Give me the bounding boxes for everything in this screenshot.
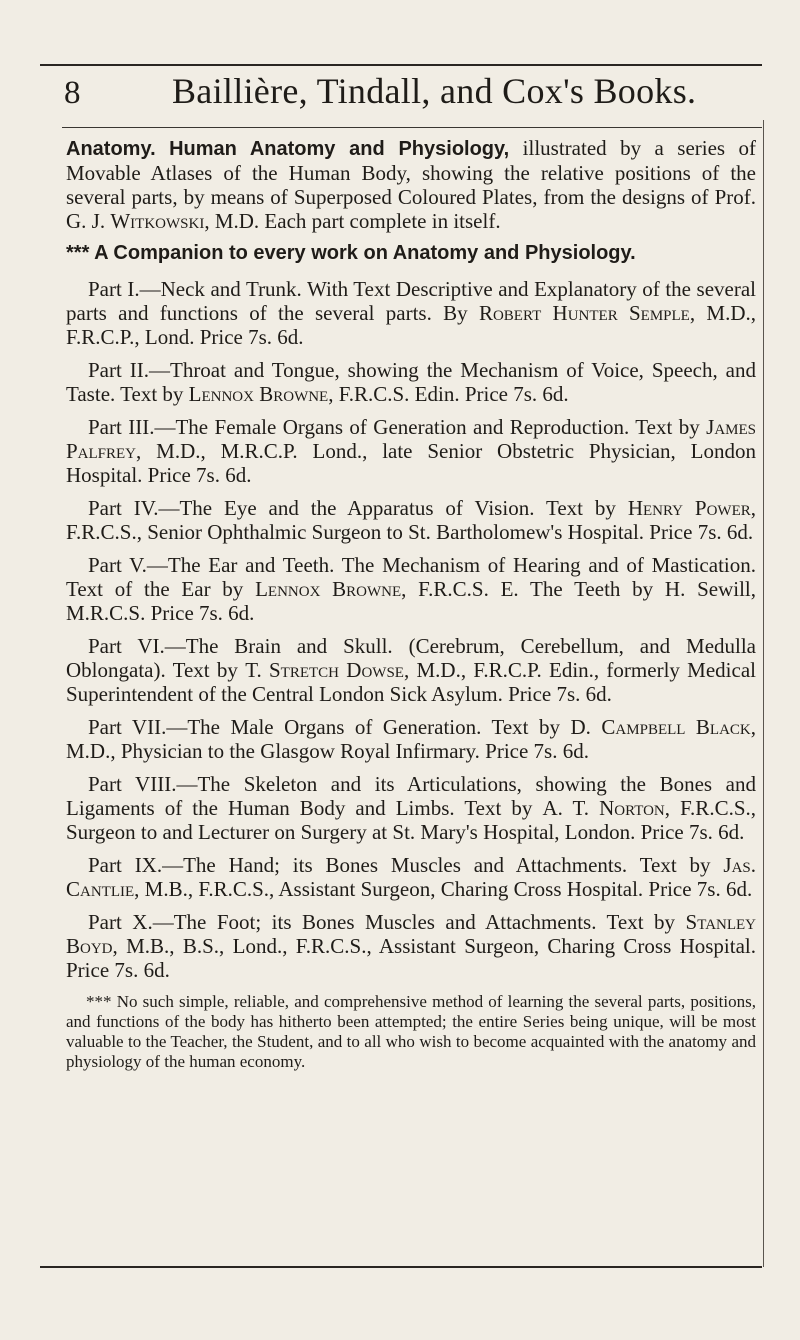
part-entry bbox=[66, 634, 756, 706]
part-description: Part X.—The Foot; its Bones Muscles and Attachments. Text by bbox=[88, 910, 676, 934]
part-description: Part II.—Throat and Tongue, showing the Mechanism of Voice, Speech, and Taste. Text by bbox=[66, 358, 756, 406]
part-details: , M.D., F.R.C.P. Edin., formerly Medical Superintendent of the Central London Sick Asylum. Price 7s. 6d. bbox=[66, 658, 756, 706]
part-details: , F.R.C.S. Edin. Price 7s. 6d. bbox=[328, 382, 569, 406]
intro-text-end: , M.D. Each part complete in itself. bbox=[204, 209, 501, 233]
part-details: , M.D., M.R.C.P. Lond., late Senior Obstetric Physician, London Hospital. Price 7s. 6d. bbox=[66, 439, 756, 487]
part-description: Part I.—Neck and Trunk. With Text Descriptive and Explanatory of the several parts and functions of the several parts. By bbox=[66, 277, 756, 325]
part-details: , F.R.C.S. E. The Teeth by H. Sewill, M.R.C.S. Price 7s. 6d. bbox=[66, 577, 756, 625]
part-author: Jas. Cantlie bbox=[66, 853, 757, 901]
right-frame-line bbox=[763, 120, 764, 1267]
part-entry bbox=[66, 772, 756, 844]
part-entry bbox=[66, 496, 756, 544]
part-author: D. Campbell Black bbox=[570, 715, 751, 739]
page-header bbox=[62, 70, 762, 126]
part-details: , M.D., Physician to the Glasgow Royal Infirmary. Price 7s. 6d. bbox=[66, 715, 757, 763]
part-author: Stanley Boyd bbox=[66, 910, 757, 958]
footnote: *** No such simple, reliable, and comprehensive method of learning the several parts, positions, and functions of the body has hitherto been attempted; the entire Series being unique, will be most valuable to the Teacher, the Student, and to all who wish to become acquainted with the anatomy and physiology of the human economy. bbox=[66, 992, 756, 1071]
part-entry bbox=[66, 910, 756, 982]
bottom-rule bbox=[40, 1266, 762, 1268]
part-author: Robert Hunter Semple bbox=[478, 301, 690, 325]
part-details: , F.R.C.S., Senior Ophthalmic Surgeon to St. Bartholomew's Hospital. Price 7s. 6d. bbox=[66, 496, 756, 544]
part-details: , M.B., F.R.C.S., Assistant Surgeon, Charing Cross Hospital. Price 7s. 6d. bbox=[134, 877, 753, 901]
part-description: Part VII.—The Male Organs of Generation. Text by bbox=[88, 715, 561, 739]
companion-heading: *** A Companion to every work on Anatomy and Physiology. bbox=[66, 242, 636, 264]
part-author: James Palfrey bbox=[66, 415, 756, 463]
part-description: Part IV.—The Eye and the Apparatus of Vision. Text by bbox=[88, 496, 616, 520]
part-author: Henry Power bbox=[627, 496, 751, 520]
part-author: Lennox Browne bbox=[255, 577, 402, 601]
top-rule bbox=[40, 64, 762, 66]
part-author: A. T. Norton bbox=[542, 796, 665, 820]
part-details: , F.R.C.S., Surgeon to and Lecturer on Surgery at St. Mary's Hospital, London. Price 7s. 6d. bbox=[66, 796, 757, 844]
part-entry bbox=[66, 415, 756, 487]
parts-list bbox=[66, 277, 756, 982]
intro-text: illustrated by a series of Movable Atlases of the Human Body, showing the relative positions of the several parts, by means of Superposed Coloured Plates, from the designs of Prof. G. J. bbox=[66, 136, 757, 233]
part-details: , M.D., F.R.C.P., Lond. Price 7s. 6d. bbox=[66, 301, 757, 349]
part-author: T. Stretch Dowse bbox=[245, 658, 404, 682]
part-entry bbox=[66, 853, 756, 901]
part-entry bbox=[66, 715, 756, 763]
category-label: Anatomy. bbox=[66, 138, 156, 160]
part-description: Part V.—The Ear and Teeth. The Mechanism of Hearing and of Mastication. Text of the Ear by bbox=[66, 553, 756, 601]
designer-name: Witkowski bbox=[110, 209, 205, 233]
part-details: , M.B., B.S., Lond., F.R.C.S., Assistant Surgeon, Charing Cross Hospital. Price 7s. 6d. bbox=[66, 934, 756, 982]
intro-paragraph bbox=[66, 136, 756, 233]
part-entry bbox=[66, 358, 756, 406]
part-entry bbox=[66, 553, 756, 625]
header-rule bbox=[62, 127, 762, 128]
part-description: Part VI.—The Brain and Skull. (Cerebrum, Cerebellum, and Medulla Oblongata). Text by bbox=[66, 634, 756, 682]
page-number: 8 bbox=[64, 75, 81, 111]
part-author: Lennox Browne bbox=[188, 382, 329, 406]
part-description: Part IX.—The Hand; its Bones Muscles and Attachments. Text by bbox=[88, 853, 711, 877]
book-title: Human Anatomy and Physiology, bbox=[169, 138, 510, 160]
part-entry bbox=[66, 277, 756, 349]
part-description: Part III.—The Female Organs of Generation and Reproduction. Text by bbox=[88, 415, 700, 439]
running-title: Baillière, Tindall, and Cox's Books. bbox=[172, 71, 697, 111]
page-content bbox=[66, 136, 756, 1072]
part-description: Part VIII.—The Skeleton and its Articulations, showing the Bones and Ligaments of the Human Body and Limbs. Text by bbox=[66, 772, 756, 820]
